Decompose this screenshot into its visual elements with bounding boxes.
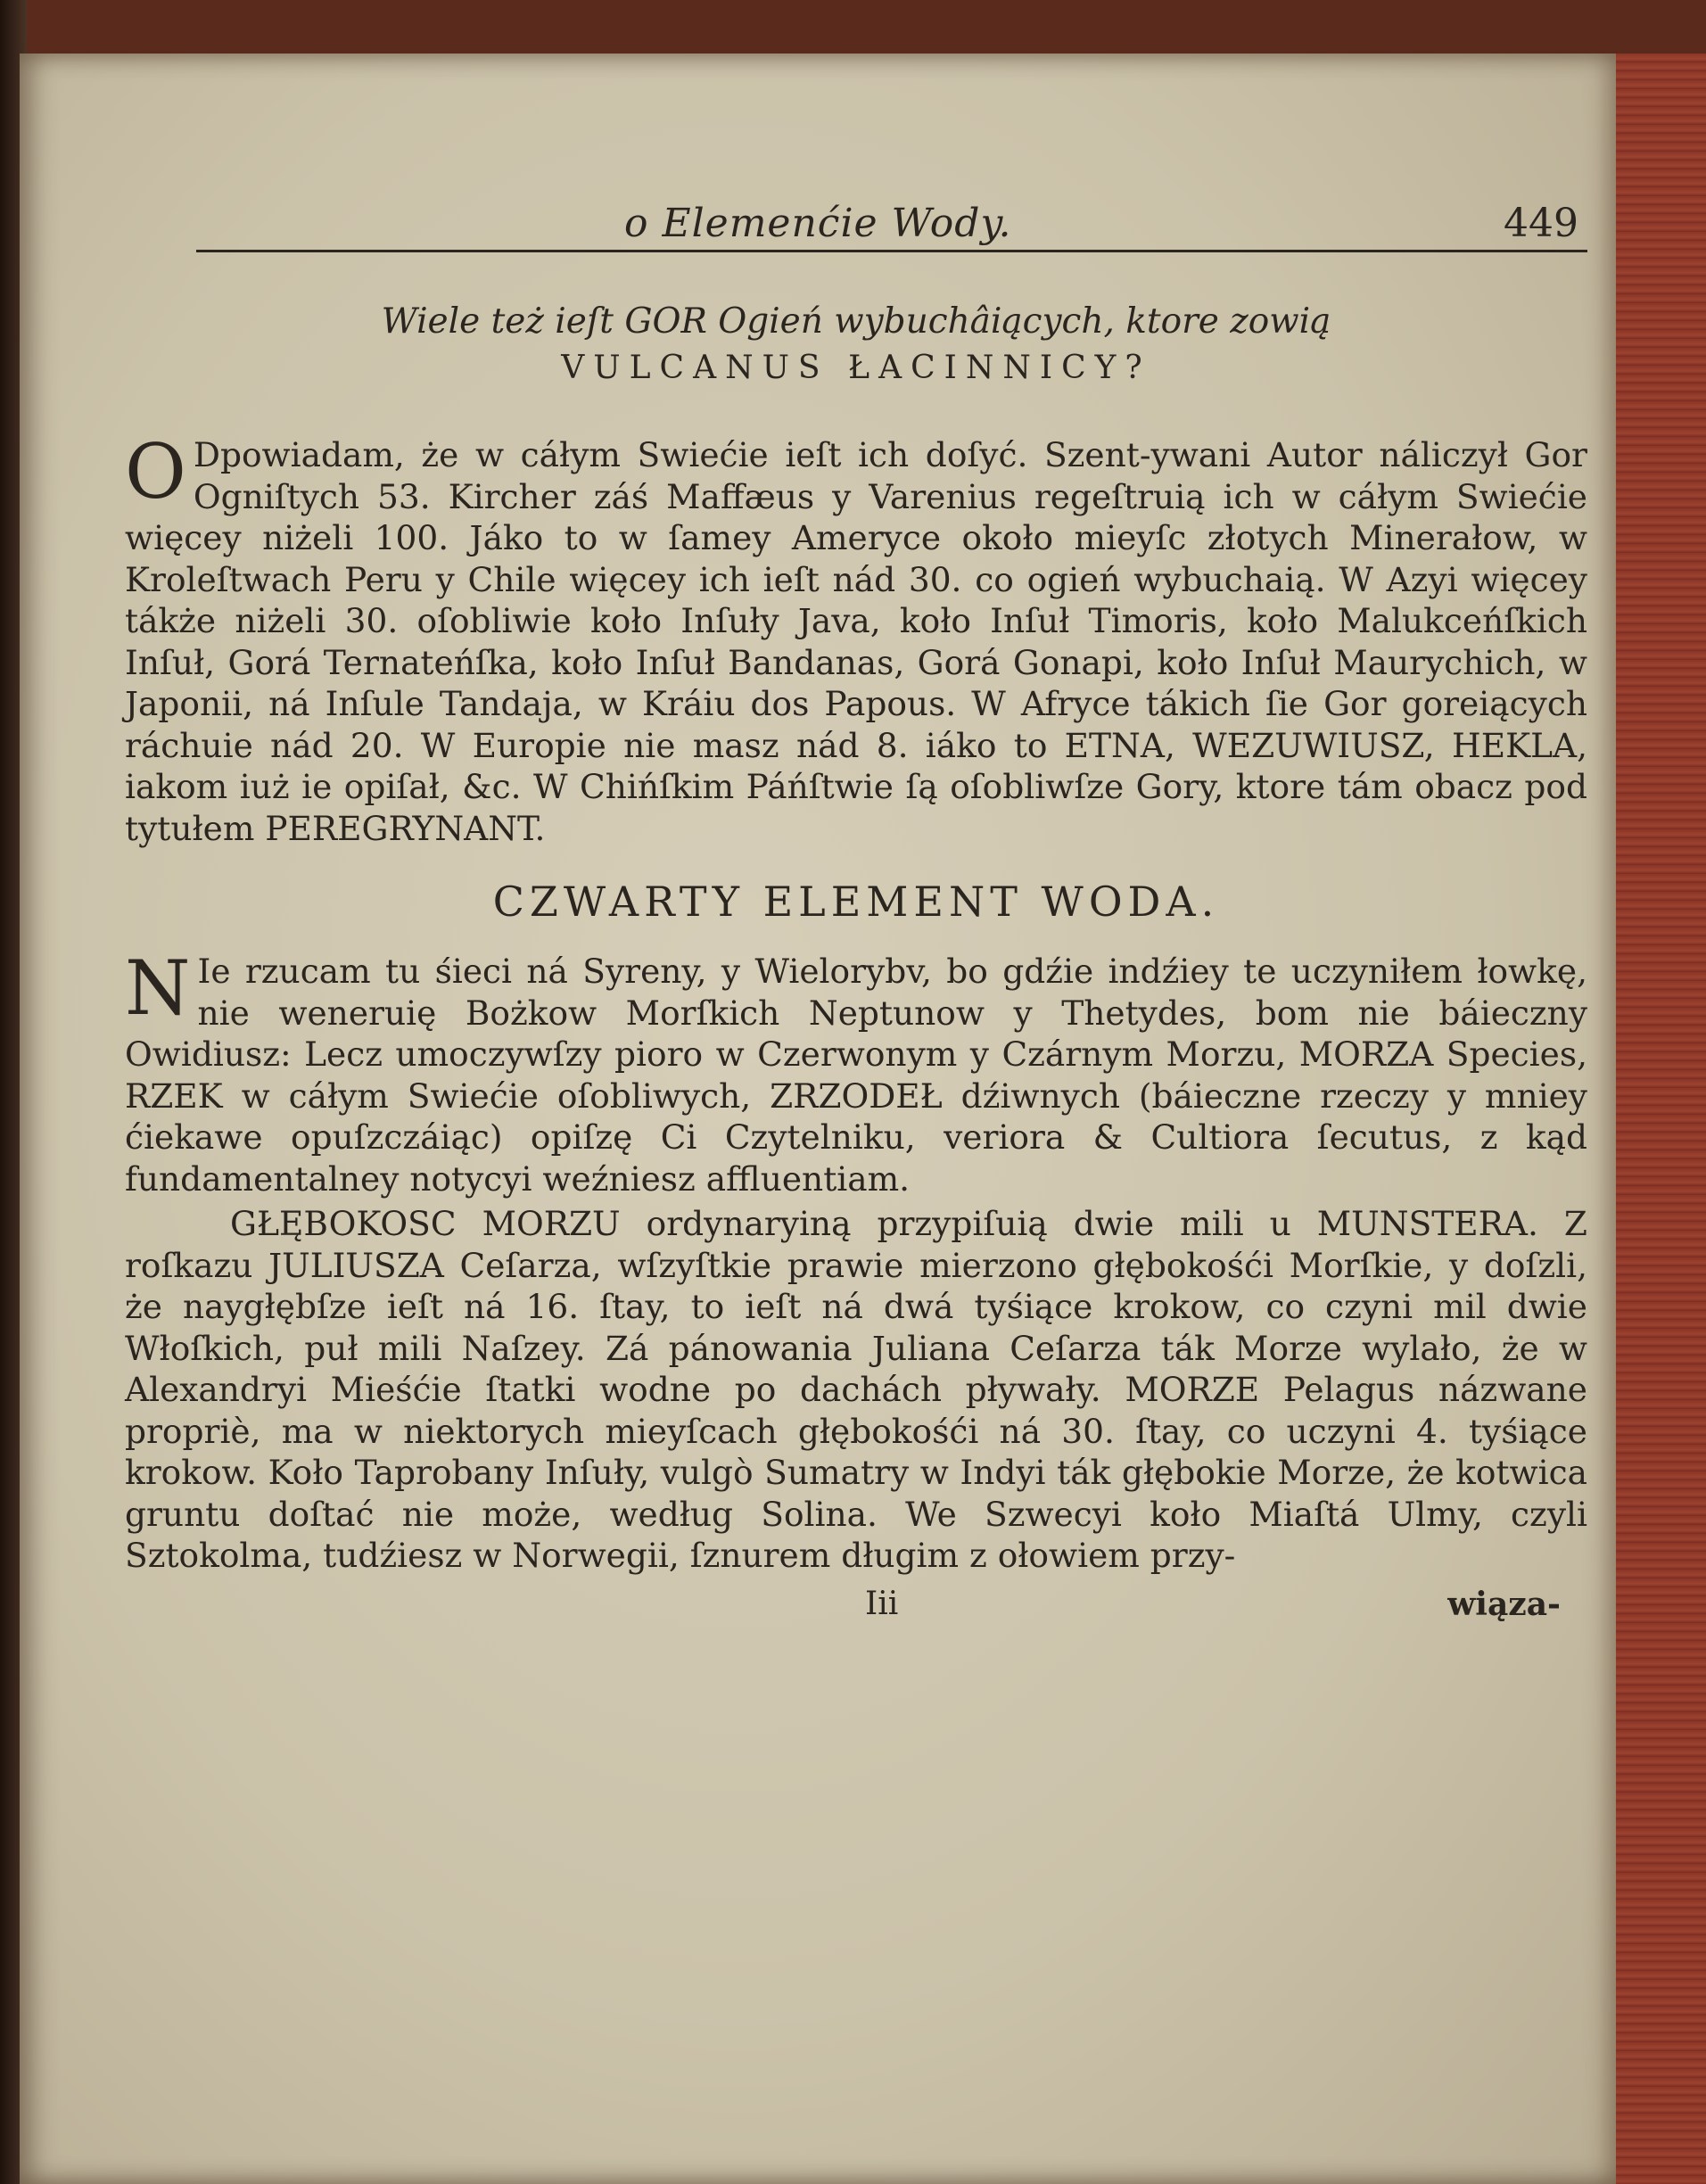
section-heading: CZWARTY ELEMENT WODA. <box>492 878 1220 926</box>
book-page <box>20 54 1616 2184</box>
running-title: o Elemenćie Wody. <box>624 201 1012 246</box>
question-heading <box>125 299 1587 391</box>
signature-mark: Iii <box>865 1585 899 1622</box>
page-content <box>125 201 1587 2180</box>
page-number: 449 <box>1504 201 1578 246</box>
running-head <box>125 201 1587 294</box>
intro-text: Ie rzucam tu śieci ná Syreny, y Wielorybv, bo gdźie indźiey te uczyniłem łowkę, nie weneruię Bożkow Morſkich Neptunow y Thetydes, bom nie báieczny Owidiusz: Lecz umoczywſzy pioro w Czerwonym y Czárnym Morzu, MORZA Species, RZEK w cáłym Swiećie oſobliwych, ZRZODEŁ dźiwnych (báieczne rzeczy y mniey ćiekawe opuſzczáiąc) opiſzę Ci Czytelniku, veriora & Cultiora ſecutus, z kąd fundamentalney notycyi weźniesz affluentiam. <box>125 952 1587 1199</box>
head-rule <box>196 250 1587 252</box>
answer-paragraph <box>125 428 1587 849</box>
answer-text: Dpowiadam, że w cáłym Swiećie ieſt ich doſyć. Szent-ywani Autor náliczył Gor Ogniſtych 53. Kircher záś Maffæus y Varenius regeſtruią ich w cáłym Swiećie więcey niżeli 100. Jáko to w ſamey Ameryce około mieyſc złotych Minerałow, w Kroleſtwach Peru y Chile więcey ich ieſt nád 30. co ogień wybuchaią. W Azyi więcey tákże niżeli 30. oſobliwie koło Inſuły Java, koło Inſuł Timoris, koło Malukceńſkich Inſuł, Gorá Ternateńſka, koło Inſuł Bandanas, Gorá Gonapi, koło Inſuł Maurychich, w Japonii, ná Inſule Tandaja, w Kráiu dos Papous. W Afryce tákich ſie Gor goreiących ráchuie nád 20. W Europie nie masz nád 8. iáko to ETNA, WEZUWIUSZ, HEKLA, iakom iuż ie opiſał, &c. W Chińſkim Páńſtwie ſą oſobliwſze Gory, ktore tám obacz pod tytułem PEREGRYNANT. <box>125 435 1587 848</box>
question-line-2: VULCANUS ŁACINNICY? <box>561 350 1151 386</box>
depth-paragraph: GŁĘBOKOSC MORZU ordynaryiną przypiſuią dwie mili u MUNSTERA. Z roſkazu JULIUSZA Ceſarza, wſzyſtkie prawie mierzono głębokośći Morſkie, y doſzli, że naygłębſze ieſt ná 16. ſtay, to ieſt ná dwá tyśiące krokow, co czyni mil dwie Włoſkich, puł mili Naſzey. Zá pánowania Juliana Ceſarza ták Morze wylało, że w Alexandryi Mieśćie ſtatki wodne po dachách pływały. MORZE Pelagus názwane propriè, ma w niektorych mieyſcach głębokośći ná 30. ſtay, co uczyni 4. tyśiące krokow. Koło Taprobany Inſuły, vulgò Sumatry w Indyi ták głębokie Morze, że kotwica gruntu doſtać nie może, według Solina. We Szwecyi koło Miaſtá Ulmy, czyli Sztokolma, tudźiesz w Norwegii, ſznurem długim z ołowiem przy- <box>125 1204 1587 1575</box>
drop-cap: N <box>125 944 191 1032</box>
drop-cap: O <box>125 428 186 515</box>
intro-paragraph <box>125 944 1587 1199</box>
catchword: wiąza- <box>1447 1585 1561 1623</box>
page-edges <box>1608 54 1706 2184</box>
footer-line <box>125 1586 1587 1639</box>
question-line-1: Wiele też ieſt GOR Ogień wybuchâiących, ktore zowią <box>381 301 1331 342</box>
